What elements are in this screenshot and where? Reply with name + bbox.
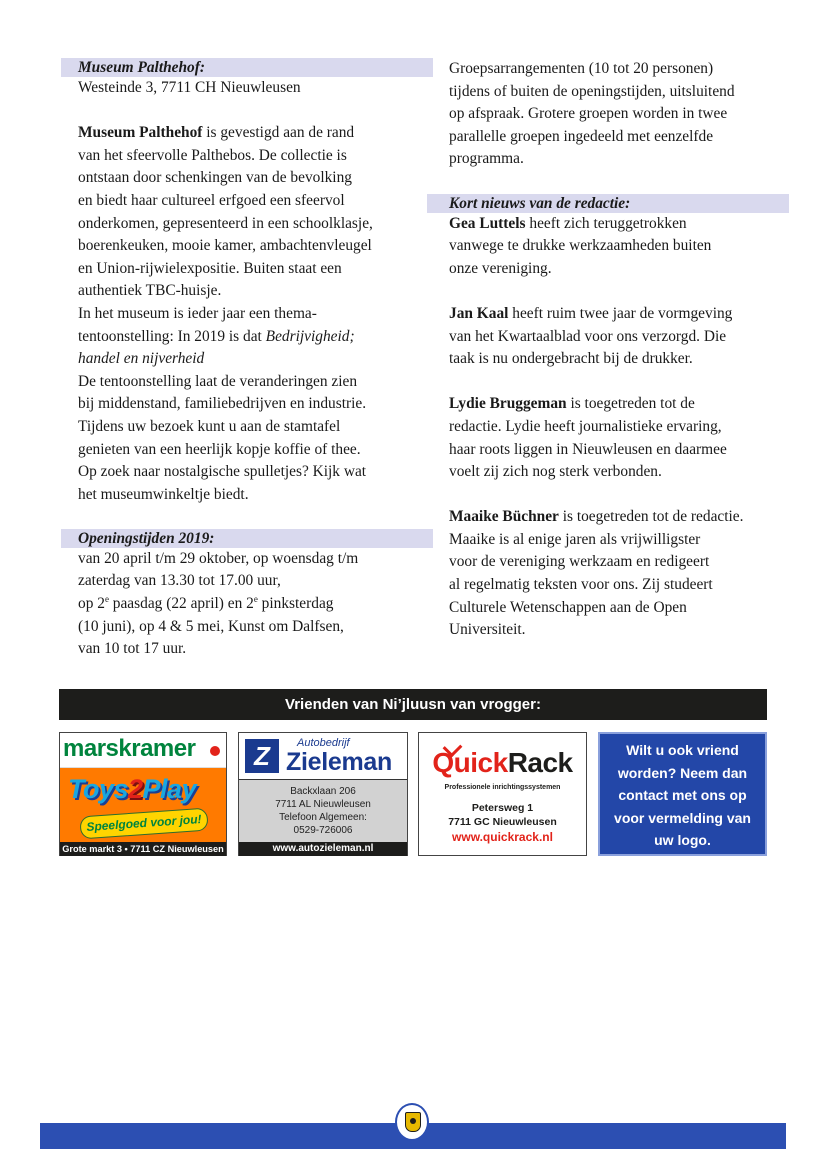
- news-line: voelt zij zich nog sterk verbonden.: [449, 463, 662, 481]
- marskramer-logo: marskramer: [63, 735, 196, 762]
- news-person: Lydie Bruggeman: [449, 395, 567, 413]
- hours-line: zaterdag van 13.30 tot 17.00 uur,: [78, 572, 281, 590]
- news-person: Maaike Büchner: [449, 508, 559, 526]
- expo-line: Tijdens uw bezoek kunt u aan de stamtafel: [78, 417, 341, 435]
- red-dot-icon: [210, 746, 220, 756]
- zieleman-subtitle: Autobedrijf: [297, 737, 350, 749]
- museum-name-bold: Museum Palthehof: [78, 124, 203, 142]
- quickrack-ad[interactable]: [418, 732, 587, 856]
- groups-line: Groepsarrangementen (10 tot 20 personen): [449, 60, 714, 77]
- news-line: taak is nu ondergebracht bij de drukker.: [449, 350, 693, 368]
- hours-line: (10 juni), op 4 & 5 mei, Kunst om Dalfsen,: [78, 617, 344, 635]
- news-item: Maaike Büchner is toegetreden tot de redactie.: [449, 508, 744, 526]
- intro-line: onderkomen, gepresenteerd in een schoolklasje,: [78, 214, 373, 232]
- intro-line: In het museum is ieder jaar een thema-: [78, 304, 317, 322]
- news-line: voor de vereniging werkzaam en redigeert: [449, 553, 710, 571]
- expo-line: Op zoek naar nostalgische spulletjes? Kijk wat: [78, 463, 367, 481]
- news-line: haar roots liggen in Nieuwleusen en daarmee: [449, 440, 727, 458]
- quickrack-city: 7711 GC Nieuwleusen: [448, 816, 557, 828]
- news-line: van het Kwartaalblad voor ons verzorgd. Die: [449, 327, 727, 345]
- theme-line: tentoonstelling: In 2019 is dat Bedrijvigheid;: [78, 327, 355, 345]
- cta-line: voor vermelding van: [614, 809, 751, 826]
- quickrack-url[interactable]: www.quickrack.nl: [452, 830, 553, 844]
- coat-of-arms-icon: [395, 1103, 429, 1141]
- quickrack-logo: QuickRack: [419, 747, 586, 783]
- intro-line: van het sfeervolle Palthebos. De collectie is: [78, 146, 347, 164]
- toys2play-tagline: Speelgoed voor jou!: [79, 808, 208, 840]
- zieleman-contact: [239, 780, 407, 842]
- hours-line: op 2e paasdag (22 april) en 2e pinksterdag: [78, 593, 334, 613]
- zieleman-city: 7711 AL Nieuwleusen: [275, 799, 371, 810]
- friends-banner: Vrienden van Ni’jluusn van vrogger:: [59, 689, 767, 720]
- cta-line: contact met ons op: [618, 787, 747, 803]
- news-line: onze vereniging.: [449, 259, 552, 277]
- expo-line: genieten van een heerlijk kopje koffie of thee.: [78, 440, 361, 458]
- intro-line: en Union-rijwielexpositie. Buiten staat een: [78, 259, 342, 277]
- toys2play-logo: Toys2Play: [68, 774, 197, 804]
- news-line: vanwege te drukke werkzaamheden buiten: [449, 237, 712, 255]
- zieleman-logo-icon: Z: [245, 739, 279, 773]
- marskramer-ad[interactable]: [59, 732, 227, 856]
- zieleman-ad[interactable]: [238, 732, 408, 856]
- zieleman-phone-label: Telefoon Algemeen:: [279, 812, 367, 823]
- news-line: Maaike is al enige jaren als vrijwilligster: [449, 530, 701, 548]
- museum-intro: Museum Palthehof is gevestigd aan de rand: [78, 124, 355, 142]
- quickrack-street: Petersweg 1: [471, 802, 534, 814]
- toys2play-area: [60, 768, 226, 842]
- marskramer-header: [60, 733, 226, 768]
- news-person: Jan Kaal: [449, 304, 509, 322]
- news-line: al regelmatig teksten voor ons. Zij studeert: [449, 576, 713, 594]
- expo-line: het museumwinkeltje biedt.: [78, 485, 249, 503]
- theme-subtitle: handel en nijverheid: [78, 350, 205, 368]
- zieleman-header: [239, 733, 407, 780]
- news-line: Universiteit.: [449, 621, 526, 639]
- news-line: Culturele Wetenschappen aan de Open: [449, 598, 687, 616]
- zieleman-phone: 0529-726006: [293, 825, 353, 836]
- cta-line: uw logo.: [654, 832, 711, 848]
- zieleman-street: Backxlaan 206: [290, 786, 356, 797]
- intro-line: authentiek TBC-huisje.: [78, 282, 222, 300]
- marskramer-address: Grote markt 3 • 7711 CZ Nieuwleusen: [60, 842, 226, 856]
- right-column: [449, 58, 779, 642]
- zieleman-url[interactable]: www.autozieleman.nl: [239, 842, 407, 856]
- news-person: Gea Luttels: [449, 214, 526, 232]
- left-column: [78, 58, 413, 661]
- groups-line: op afspraak. Grotere groepen worden in twee: [449, 105, 728, 123]
- groups-line: parallelle groepen ingedeeld met eenzelfde: [449, 127, 714, 145]
- groups-line: programma.: [449, 150, 524, 168]
- theme-line: [78, 348, 413, 371]
- news-line: redactie. Lydie heeft journalistieke ervaring,: [449, 417, 722, 435]
- shield-icon: [405, 1112, 421, 1132]
- museum-address: Westeinde 3, 7711 CH Nieuwleusen: [78, 79, 301, 96]
- intro-line: boerenkeuken, mooie kamer, ambachtenvleugel: [78, 237, 372, 255]
- cta-line: worden? Neem dan: [617, 764, 748, 781]
- hours-line: van 20 april t/m 29 oktober, op woensdag t/m: [78, 549, 359, 567]
- expo-line: bij middenstand, familiebedrijven en industrie.: [78, 395, 367, 413]
- intro-line: ontstaan door schenkingen van de bevolking: [78, 169, 352, 187]
- news-heading: Kort nieuws van de redactie:: [427, 194, 789, 213]
- news-item: Lydie Bruggeman is toegetreden tot de: [449, 395, 695, 413]
- news-item: Jan Kaal heeft ruim twee jaar de vormgeving: [449, 304, 733, 322]
- groups-line: tijdens of buiten de openingstijden, uitsluitend: [449, 82, 735, 100]
- expo-line: De tentoonstelling laat de veranderingen zien: [78, 372, 358, 390]
- hours-line: van 10 tot 17 uur.: [78, 640, 187, 658]
- theme-title: Bedrijvigheid;: [265, 327, 355, 345]
- quickrack-tagline: Professionele inrichtingssystemen: [444, 784, 561, 791]
- news-item: Gea Luttels heeft zich teruggetrokken: [449, 214, 687, 232]
- hours-heading: Openingstijden 2019:: [61, 529, 433, 548]
- become-friend-box: [598, 732, 767, 856]
- intro-line: en biedt haar cultureel erfgoed een sfeervol: [78, 191, 345, 209]
- zieleman-name: Zieleman: [286, 748, 392, 776]
- museum-heading: Museum Palthehof:: [61, 58, 433, 77]
- cta-line: Wilt u ook vriend: [626, 742, 739, 758]
